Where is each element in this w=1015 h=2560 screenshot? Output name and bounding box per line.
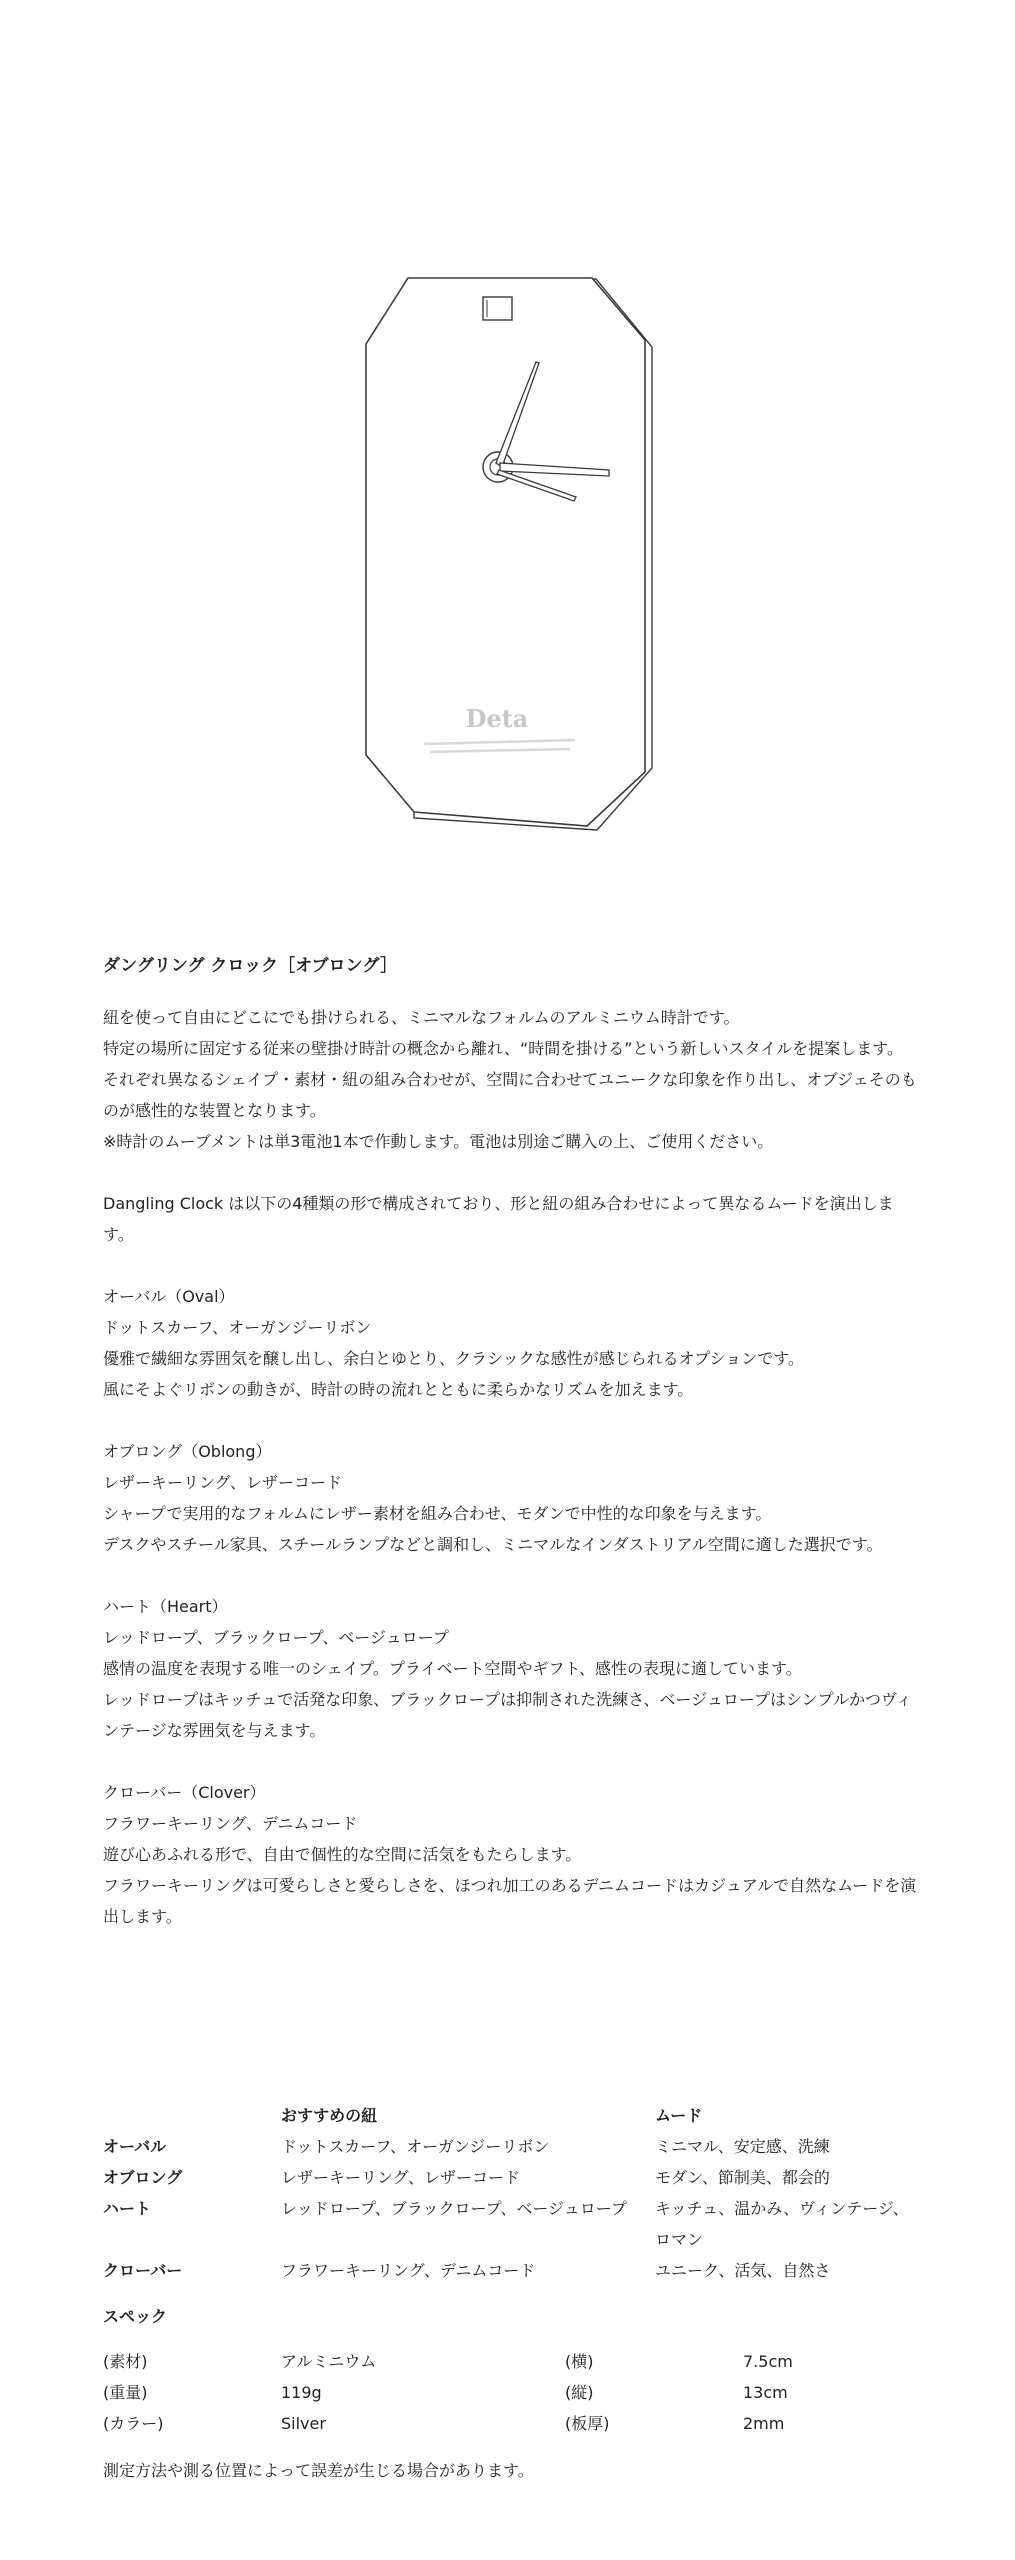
shape-oblong xyxy=(103,1436,923,1560)
table-row xyxy=(103,2193,923,2255)
spec-label: (縦) xyxy=(565,2383,594,2402)
shape-desc: シャープで実用的なフォルムにレザー素材を組み合わせ、モダンで中性的な印象を与えます。 xyxy=(103,1504,772,1523)
table-cell-mood: ユニーク、活気、自然さ xyxy=(655,2261,831,2280)
table-header: ムード xyxy=(655,2106,703,2125)
spec-value: Silver xyxy=(281,2414,326,2433)
intro-line: それぞれ異なるシェイプ・素材・紐の組み合わせが、空間に合わせてユニークな印象を作り出し、オブジェそのものが感性的な装置となります。 xyxy=(103,1070,917,1120)
spec-row xyxy=(103,2346,923,2377)
spec-row xyxy=(103,2408,923,2439)
product-description xyxy=(103,955,923,1963)
table-cell-mood: キッチュ、温かみ、ヴィンテージ、ロマン xyxy=(655,2199,909,2249)
shape-desc: レッドロープはキッチュで活発な印象、ブラックロープは抑制された洗練さ、ベージュロープはシンプルかつヴィンテージな雰囲気を与えます。 xyxy=(103,1690,913,1740)
table-cell-mood: ミニマル、安定感、洗練 xyxy=(655,2137,830,2156)
table-row xyxy=(103,2131,923,2162)
shape-heart xyxy=(103,1591,923,1746)
spec-label: (横) xyxy=(565,2352,594,2371)
shape-strings: レザーキーリング、レザーコード xyxy=(103,1473,343,1492)
shape-desc: 遊び心あふれる形で、自由で個性的な空間に活気をもたらします。 xyxy=(103,1845,582,1864)
table-cell-mood: モダン、節制美、都会的 xyxy=(655,2168,830,2187)
brand-mark: Deta xyxy=(465,704,529,733)
spec-value: 7.5cm xyxy=(743,2352,793,2371)
shape-strings: ドットスカーフ、オーガンジーリボン xyxy=(103,1318,372,1337)
clock-drawing xyxy=(0,0,1015,900)
table-cell-shape: ハート xyxy=(103,2199,152,2218)
shape-name: オーバル（Oval） xyxy=(103,1287,235,1306)
shape-strings: フラワーキーリング、デニムコード xyxy=(103,1814,358,1833)
table-cell-shape: オーバル xyxy=(103,2137,167,2156)
table-row xyxy=(103,2255,923,2286)
product-title: ダングリング クロック［オブロング］ xyxy=(103,956,398,976)
intro-block xyxy=(103,1002,923,1157)
clock-plate xyxy=(366,278,645,826)
table-cell-strings: ドットスカーフ、オーガンジーリボン xyxy=(281,2137,550,2156)
table-header-row xyxy=(103,2100,923,2131)
shape-desc: デスクやスチール家具、スチールランプなどと調和し、ミニマルなインダストリアル空間に適した選択です。 xyxy=(103,1535,883,1554)
spec-value: 119g xyxy=(281,2383,322,2402)
table-header xyxy=(103,2100,281,2131)
spec-label: (板厚) xyxy=(565,2414,610,2433)
shape-name: オブロング（Oblong） xyxy=(103,1442,272,1461)
table-cell-strings: フラワーキーリング、デニムコード xyxy=(281,2261,536,2280)
spec-table xyxy=(103,2346,923,2439)
spec-section xyxy=(103,2100,923,2486)
shape-desc: フラワーキーリングは可愛らしさと愛らしさを、ほつれ加工のあるデニムコードはカジュアルで自然なムードを演出します。 xyxy=(103,1876,917,1926)
shape-name: クローバー（Clover） xyxy=(103,1783,266,1802)
spec-label: (カラー) xyxy=(103,2414,164,2433)
recommend-table xyxy=(103,2100,923,2286)
intro-line: ※時計のムーブメントは単3電池1本で作動します。電池は別途ご購入の上、ご使用ください。 xyxy=(103,1132,774,1151)
table-cell-strings: レザーキーリング、レザーコード xyxy=(281,2168,521,2187)
shape-strings: レッドロープ、ブラックロープ、ベージュロープ xyxy=(103,1628,449,1647)
table-cell-strings: レッドロープ、ブラックロープ、ベージュロープ xyxy=(281,2199,627,2218)
overview-block xyxy=(103,1188,923,1250)
shape-clover xyxy=(103,1777,923,1932)
table-row xyxy=(103,2162,923,2193)
intro-line: 特定の場所に固定する従来の壁掛け時計の概念から離れ、“時間を掛ける”という新しいスタイルを提案します。 xyxy=(103,1039,903,1058)
shape-name: ハート（Heart） xyxy=(103,1597,228,1616)
table-cell-shape: クローバー xyxy=(103,2261,183,2280)
spec-label: (重量) xyxy=(103,2383,148,2402)
intro-line: 紐を使って自由にどこにでも掛けられる、ミニマルなフォルムのアルミニウム時計です。 xyxy=(103,1008,740,1027)
spec-title: スペック xyxy=(103,2307,168,2326)
measurement-note: 測定方法や測る位置によって誤差が生じる場合があります。 xyxy=(103,2461,534,2480)
spec-row xyxy=(103,2377,923,2408)
spec-value: 2mm xyxy=(743,2414,785,2433)
overview-text: Dangling Clock は以下の4種類の形で構成されており、形と紐の組み合わせによって異なるムードを演出します。 xyxy=(103,1194,894,1244)
spec-value: アルミニウム xyxy=(281,2352,377,2371)
spec-label: (素材) xyxy=(103,2352,148,2371)
product-illustration xyxy=(0,0,1015,900)
table-cell-shape: オブロング xyxy=(103,2168,183,2187)
shape-desc: 風にそよぐリボンの動きが、時計の時の流れとともに柔らかなリズムを加えます。 xyxy=(103,1380,694,1399)
shape-desc: 優雅で繊細な雰囲気を醸し出し、余白とゆとり、クラシックな感性が感じられるオプションです。 xyxy=(103,1349,804,1368)
shape-desc: 感情の温度を表現する唯一のシェイプ。プライベート空間やギフト、感性の表現に適しています。 xyxy=(103,1659,802,1678)
spec-value: 13cm xyxy=(743,2383,788,2402)
shape-oval xyxy=(103,1281,923,1405)
table-header: おすすめの紐 xyxy=(281,2106,378,2125)
